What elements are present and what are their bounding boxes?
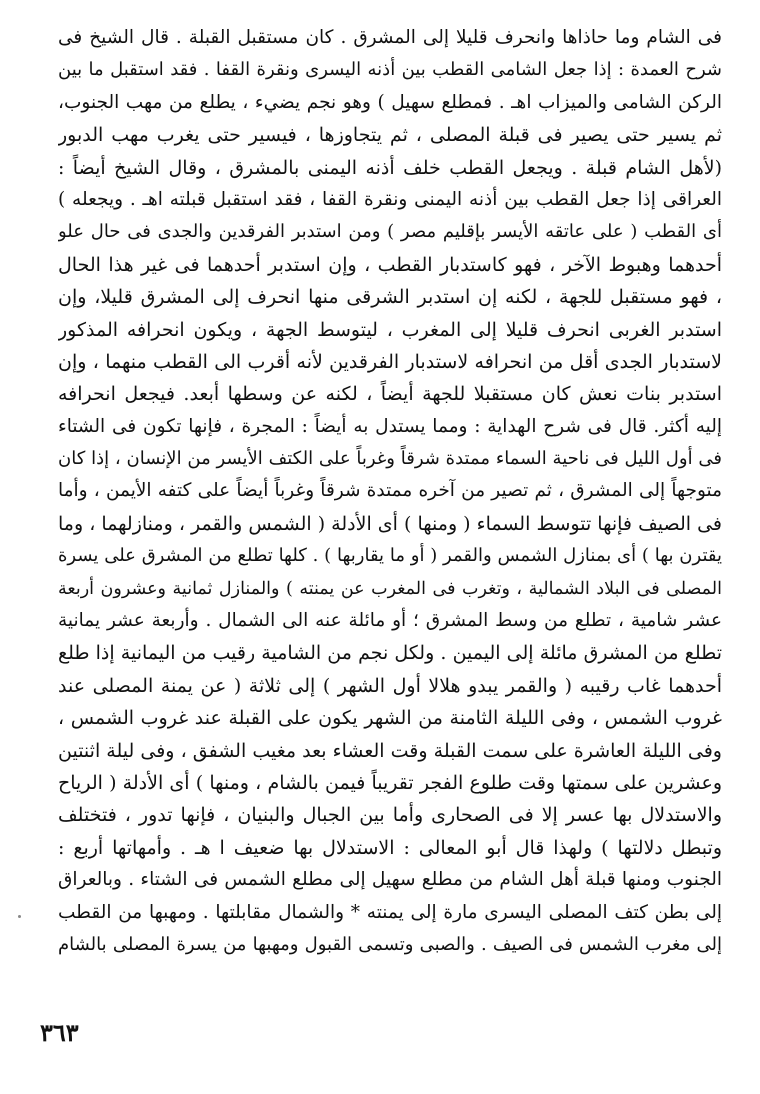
text-line: لاستدبار الجدى أقل من انحرافه لاستدبار الفرقدين لأنه أقرب الى القطب منهما ، وإن bbox=[58, 350, 722, 373]
text-line: متوجهاً إلى المشرق ، ثم تصير من آخره ممتدة شرقاً وغرباً أيضاً على كتفه الأيمن ، وأما bbox=[58, 480, 722, 502]
text-line: إلى بطن كتف المصلى اليسرى مارة إلى يمنته * والشمال مقابلتها . ومهبها من القطب bbox=[58, 901, 722, 923]
text-line: استدبر الغربى انحرف قليلا إلى المغرب ، ليتوسط الجهة ، ويكون انحرافه المذكور bbox=[58, 318, 722, 341]
text-line: أحدهما وهبوط الآخر ، فهو كاستدبار القطب ، وإن استدبر أحدهما فى غير هذا الحال bbox=[58, 253, 722, 276]
text-line: استدبر بنات نعش كان مستقبلا للجهة أيضاً ، لكنه عن وسطها أبعد. فيجعل انحرافه bbox=[58, 383, 722, 406]
text-line: ، فهو مستقبل للجهة ، لكنه إن استدبر الشرقى منها انحرف إلى المشرق قليلا، وإن bbox=[58, 286, 722, 309]
text-line: غروب الشمس ، وفى الليلة الثامنة من الشهر يكون على القبلة عند غروب الشمس ، bbox=[58, 707, 722, 730]
text-line: فى الصيف فإنها تتوسط السماء ( ومنها ) أى الأدلة ( الشمس والقمر ، ومنازلهما ، وما bbox=[58, 512, 722, 535]
text-line: عشر شامية ، تطلع من وسط المشرق ؛ أو مائلة عنه الى الشمال . وأربعة عشر يمانية bbox=[58, 610, 722, 632]
text-line: فى الشام وما حاذاها وانحرف قليلا إلى المشرق . كان مستقبل القبلة . قال الشيخ فى bbox=[58, 27, 722, 48]
text-line: ثم يسير حتى يصير فى قبلة المصلى ، ثم يتجاوزها ، فيسير حتى يغرب مهب الدبور bbox=[58, 124, 722, 147]
body-text bbox=[58, 22, 722, 961]
text-line: وعشرين على سمتها وقت طلوع الفجر تقريباً فيمن بالشام ، ومنها ) أى الأدلة ( الرياح bbox=[58, 771, 722, 794]
text-line: وتبطل دلالتها ) ولهذا قال أبو المعالى : الاستدلال بها ضعيف ا هـ . وأمهاتها أربع : bbox=[58, 836, 722, 859]
text-line: يقترن بها ) أى بمنازل الشمس والقمر ( أو ما يقاربها ) . كلها تطلع من المشرق على يسرة bbox=[58, 545, 722, 567]
text-line: العراقى إذا جعل القطب بين أذنه اليمنى ونقرة القفا ، فقد استقبل قبلته اهـ . ويجعله ) bbox=[58, 188, 722, 210]
text-line: أحدهما غاب رقيبه ( والقمر يبدو هلالا أول الشهر ) إلى ثلاثة ( عن يمنة المصلى عند bbox=[58, 674, 722, 697]
text-line: الجنوب ومنها قبلة أهل الشام من مطلع سهيل إلى مطلع الشمس فى الشتاء . وبالعراق bbox=[58, 869, 722, 891]
text-line: شرح العمدة : إذا جعل الشامى القطب بين أذنه اليسرى ونقرة القفا . فقد استقبل ما بين bbox=[58, 59, 722, 81]
page-number: ٣٦٣ bbox=[40, 1018, 79, 1047]
text-line: الركن الشامى والميزاب اهـ . فمطلع سهيل ) وهو نجم يضيء ، يطلع من مهب الجنوب، bbox=[58, 91, 722, 113]
text-line: وفى الليلة العاشرة على سمت القبلة وقت العشاء بعد مغيب الشفق ، وفى ليلة اثنتين bbox=[58, 739, 722, 762]
text-line: والاستدلال بها عسر إلا فى الصحارى وأما بين الجبال والبنيان ، فإنها تدور ، فتختلف bbox=[58, 804, 722, 827]
text-line: (لأهل الشام قبلة . ويجعل القطب خلف أذنه اليمنى بالمشرق ، وقال الشيخ أيضاً : bbox=[58, 156, 722, 179]
text-line: فى أول الليل فى ناحية السماء ممتدة شرقاً وغرباً على الكتف الأيسر من الإنسان ، إذا كان bbox=[58, 448, 722, 470]
text-line: أى القطب ( على عاتقه الأيسر بإقليم مصر ) ومن استدبر الفرقدين والجدى فى حال علو bbox=[58, 221, 722, 243]
text-line: إليه أكثر. قال فى شرح الهداية : ومما يستدل به أيضاً : المجرة ، فإنها تكون فى الشتاء bbox=[58, 415, 722, 437]
text-line: المصلى فى البلاد الشمالية ، وتغرب فى المغرب عن يمنته ) والمنازل ثمانية وعشرون أربعة bbox=[58, 578, 722, 599]
text-line: تطلع من المشرق مائلة إلى اليمين . ولكل نجم من الشامية رقيب من اليمانية إذا طلع bbox=[58, 642, 722, 665]
margin-speck bbox=[18, 915, 21, 918]
text-line: إلى مغرب الشمس فى الصيف . والصبى وتسمى القبول ومهبها من يسرة المصلى بالشام bbox=[58, 933, 722, 955]
